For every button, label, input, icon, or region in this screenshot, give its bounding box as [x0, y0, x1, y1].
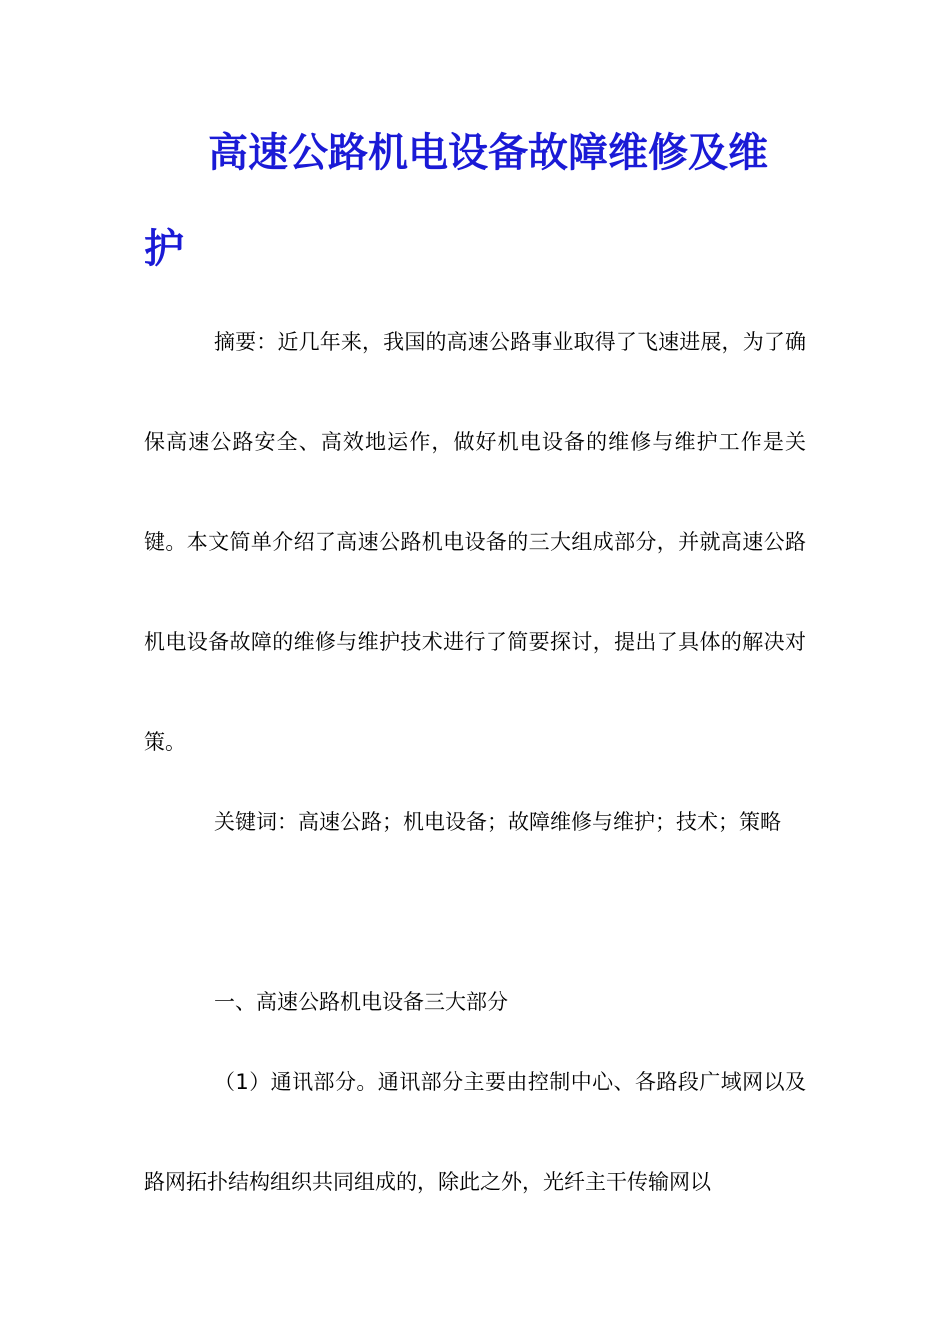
section-heading: 一、高速公路机电设备三大部分	[214, 990, 508, 1014]
keywords-paragraph: 关键词：高速公路；机电设备；故障维修与维护；技术；策略	[214, 810, 781, 834]
body-paragraph: （1）通讯部分。通讯部分主要由控制中心、各路段广域网以及路网拓扑结构组织共同组成的，除此之外，光纤主干传输网以	[144, 1070, 806, 1194]
document-title	[144, 118, 806, 284]
title-line-2: 护	[144, 225, 184, 272]
abstract-paragraph: 摘要：近几年来，我国的高速公路事业取得了飞速进展，为了确保高速公路安全、高效地运作，做好机电设备的维修与维护工作是关键。本文简单介绍了高速公路机电设备的三大组成部分，并就高速公路机电设备故障的维修与维护技术进行了简要探讨，提出了具体的解决对策。	[144, 330, 806, 754]
title-line-1: 高速公路机电设备故障维修及维	[208, 129, 768, 176]
